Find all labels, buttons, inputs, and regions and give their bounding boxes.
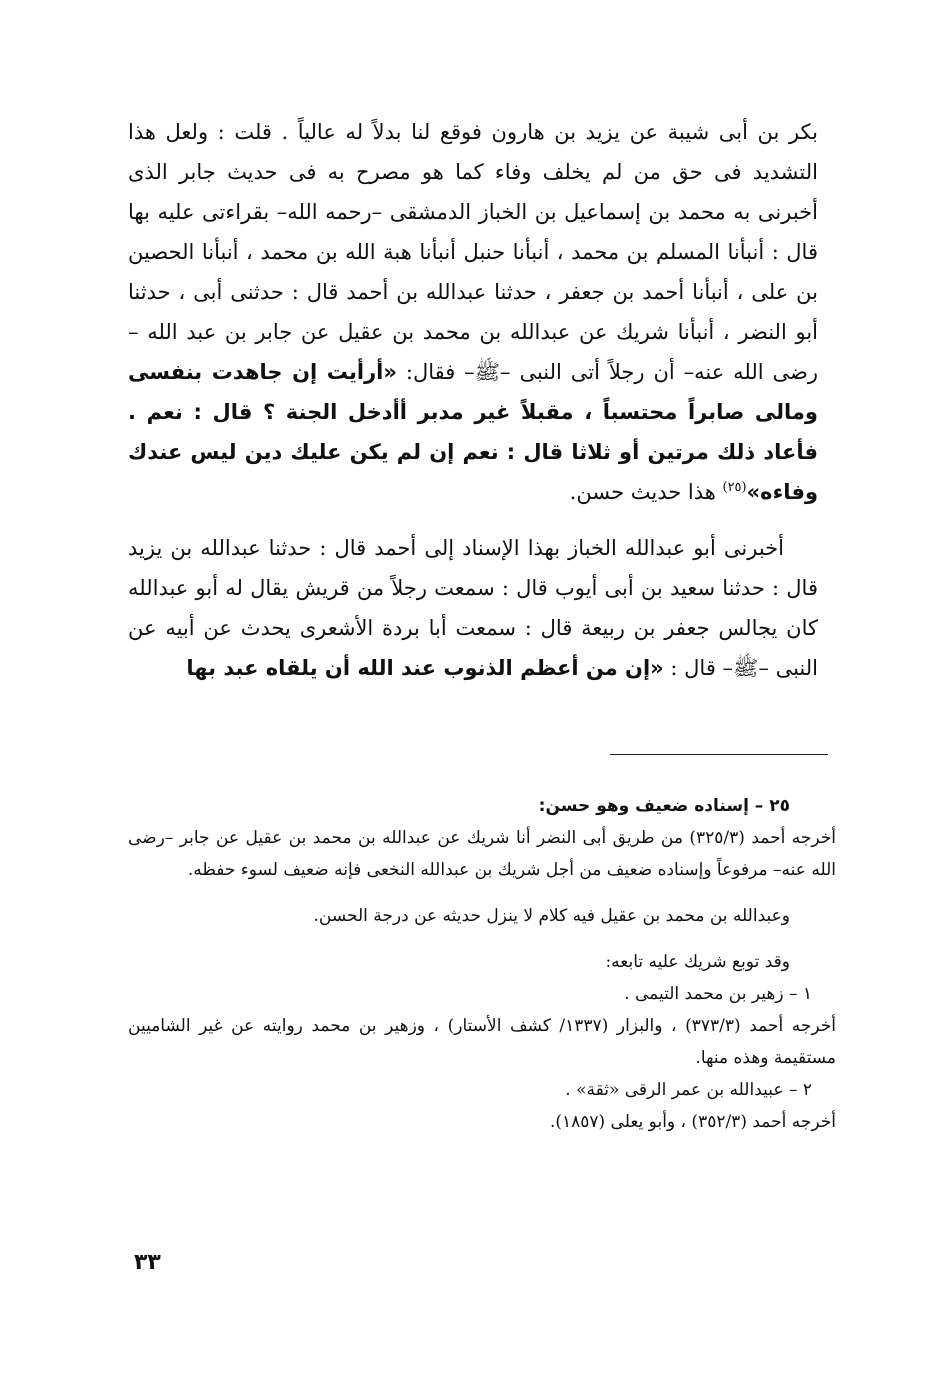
hadith-quote-1: «أرأيت إن جاهدت بنفسى ومالى صابراً محتسباً ، مقبلاً غير مدبر أأدخل الجنة ؟ قال : نعم . فأعاد ذلك مرتين أو ثلاثا قال : نعم إن لم يكن عليك دين ليس عندك وفاءه» <box>128 360 818 504</box>
footnote-item-1-source: أخرجه أحمد (٣٧٣/٣) ، والبزار (١٣٣٧/ كشف الأستار) ، وزهير بن محمد روايته عن غير الشاميين مستقيمة وهذه منها. <box>128 1016 836 1068</box>
footnote-reference: (٢٥) <box>722 480 747 495</box>
paragraph-1 <box>128 112 818 512</box>
footnote-list-item-1: ١ – زهير بن محمد التيمى . <box>624 984 812 1004</box>
footnote-list-item-2: ٢ – عبيدالله بن عمر الرقى «ثقة» . <box>565 1080 812 1100</box>
footnote-paragraph-3: وقد توبع شريك عليه تابعه: <box>605 952 790 972</box>
hadith-quote-2: «إن من أعظم الذنوب عند الله أن يلقاه عبد بها <box>186 656 664 680</box>
paragraph-1-text: بكر بن أبى شيبة عن يزيد بن هارون فوقع لنا بدلاً له عالياً . قلت : ولعل هذا التشديد فى حق من لم يخلف وفاء كما هو مصرح به فى حديث جابر الذى أخبرنى به محمد بن إسماعيل بن الخباز الدمشقى –رحمه الله– بقراءتى عليه بها قال : أنبأنا المسلم بن محمد ، أنبأنا حنبل أنبأنا هبة الله بن محمد ، أنبأنا الحصين بن على ، أنبأنا أحمد بن جعفر ، حدثنا عبدالله بن أحمد قال : حدثنى أبى ، حدثنا أبو النضر ، أنبأنا شريك عن عبدالله بن محمد بن عقيل عن جابر بن عبد الله –رضى الله عنه– أن رجلاً أتى النبى –ﷺ– فقال: <box>128 120 819 384</box>
footnote-paragraph-1: أخرجه أحمد (٣٢٥/٣) من طريق أبى النضر أنا شريك عن عبدالله بن محمد بن عقيل عن جابر –رضى الله عنه– مرفوعاً وإسناده ضعيف من أجل شريك بن عبدالله النخعى فإنه ضعيف لسوء حفظه. <box>128 828 836 880</box>
footnote-paragraph-2: وعبدالله بن محمد بن عقيل فيه كلام لا ينزل حديثه عن درجة الحسن. <box>313 906 790 926</box>
footnote-divider <box>610 754 828 755</box>
paragraph-1-grading: هذا حديث حسن. <box>569 480 723 504</box>
footnote-heading: ٢٥ – إسناده ضعيف وهو حسن: <box>538 796 790 816</box>
paragraph-2 <box>128 528 818 688</box>
paragraph-2-text: أخبرنى أبو عبدالله الخباز بهذا الإسناد إلى أحمد قال : حدثنا عبدالله بن يزيد قال : حدثنا سعيد بن أبى أيوب قال : سمعت رجلاً من قريش يقال له أبو عبدالله كان يجالس جعفر بن ربيعة قال : سمعت أبا بردة الأشعرى يحدث عن أبيه عن النبى –ﷺ– قال : <box>128 536 818 680</box>
main-body-text <box>128 112 818 688</box>
footnotes-section <box>128 790 836 1138</box>
page-number: ٣٣ <box>134 1250 161 1275</box>
footnote-item-2-source: أخرجه أحمد (٣٥٢/٣) ، وأبو يعلى (١٨٥٧). <box>549 1112 836 1132</box>
